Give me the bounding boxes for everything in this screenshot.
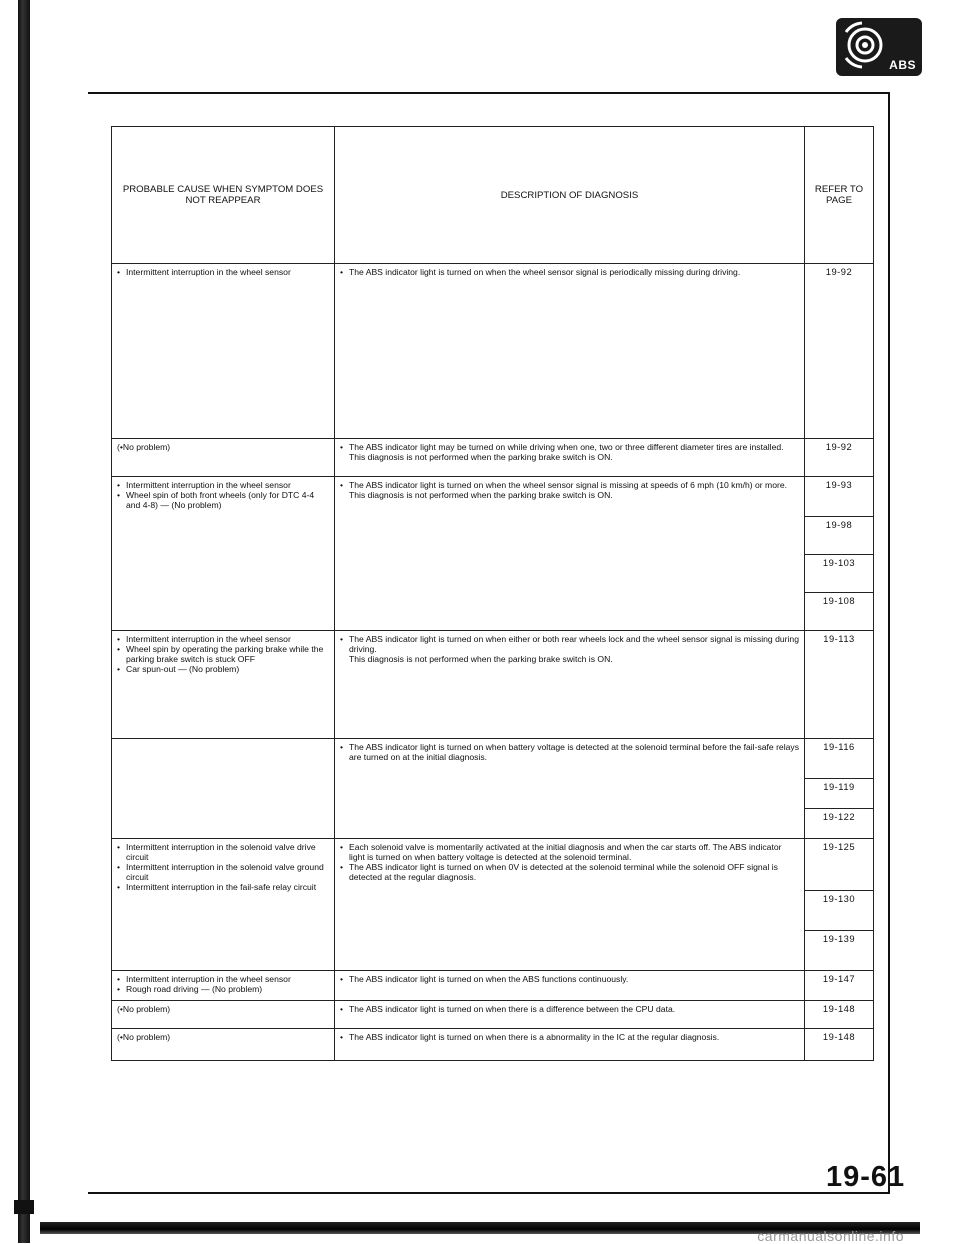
refer-page-cell: 19-130 <box>805 891 874 931</box>
description-item: • The ABS indicator light is turned on when there is a abnormality in the IC at the regular diagnosis. <box>340 1032 799 1042</box>
refer-page-cell: 19-147 <box>805 971 874 1001</box>
description-cell <box>335 739 805 839</box>
abs-badge-label: ABS <box>889 58 916 72</box>
watermark-text: carmanualsonline.info <box>757 1228 904 1244</box>
abs-section-badge <box>836 18 922 76</box>
description-list <box>340 442 799 452</box>
cause-cell <box>112 839 335 971</box>
table-row <box>112 477 874 517</box>
header-refer-page: REFER TO PAGE <box>805 127 874 264</box>
cause-cell <box>112 739 335 839</box>
cause-item: • Intermittent interruption in the solenoid valve drive circuit <box>117 842 329 862</box>
description-cell <box>335 631 805 739</box>
cause-item: • Wheel spin by operating the parking brake while the parking brake switch is stuck OFF <box>117 644 329 664</box>
header-description: DESCRIPTION OF DIAGNOSIS <box>335 127 805 264</box>
refer-page-cell: 19-122 <box>805 809 874 839</box>
cause-item: • Intermittent interruption in the wheel sensor <box>117 634 329 644</box>
description-list <box>340 1004 799 1014</box>
refer-page-cell: 19-113 <box>805 631 874 739</box>
cause-item: • Rough road driving — (No problem) <box>117 984 329 994</box>
cause-item: • Intermittent interruption in the wheel sensor <box>117 267 329 277</box>
cause-text: (•No problem) <box>117 1032 171 1042</box>
description-cell <box>335 1001 805 1029</box>
table-header-row <box>112 127 874 264</box>
refer-page-cell: 19-139 <box>805 931 874 971</box>
description-list <box>340 842 799 882</box>
cause-cell <box>112 264 335 439</box>
table-row <box>112 839 874 891</box>
table-row <box>112 439 874 477</box>
diagnosis-note: This diagnosis is not performed when the parking brake switch is ON. <box>349 490 613 500</box>
table-row <box>112 1001 874 1029</box>
refer-page-cell: 19-148 <box>805 1029 874 1061</box>
refer-page-cell: 19-116 <box>805 739 874 779</box>
description-item: • The ABS indicator light is turned on when 0V is detected at the solenoid terminal while the solenoid OFF signal is detected at the regular diagnosis. <box>340 862 799 882</box>
refer-page-cell: 19-108 <box>805 593 874 631</box>
refer-page-cell: 19-93 <box>805 477 874 517</box>
description-list <box>340 974 799 984</box>
cause-cell <box>112 1029 335 1061</box>
cause-list <box>117 842 329 892</box>
refer-page-cell: 19-103 <box>805 555 874 593</box>
cause-cell <box>112 439 335 477</box>
page-number: 19-61 <box>826 1161 906 1193</box>
cause-text: (•No problem) <box>117 442 171 452</box>
refer-page-cell: 19-119 <box>805 779 874 809</box>
description-item: • The ABS indicator light is turned on when the ABS functions continuously. <box>340 974 799 984</box>
description-item: • The ABS indicator light is turned on when the wheel sensor signal is periodically missing during driving. <box>340 267 799 277</box>
table-row <box>112 264 874 439</box>
description-cell <box>335 477 805 631</box>
refer-page-cell: 19-125 <box>805 839 874 891</box>
description-list <box>340 480 799 490</box>
description-cell <box>335 1029 805 1061</box>
refer-page-cell: 19-92 <box>805 439 874 477</box>
description-cell <box>335 439 805 477</box>
binding-notch <box>14 1200 34 1214</box>
description-list <box>340 634 799 654</box>
cause-item: • Wheel spin of both front wheels (only for DTC 4-4 and 4-8) — (No problem) <box>117 490 329 510</box>
page-binding-edge <box>18 0 30 1243</box>
description-item: • The ABS indicator light is turned on when there is a difference between the CPU data. <box>340 1004 799 1014</box>
refer-page-cell: 19-98 <box>805 517 874 555</box>
cause-cell <box>112 631 335 739</box>
cause-list <box>117 480 329 510</box>
cause-list <box>117 634 329 674</box>
table-row <box>112 971 874 1001</box>
cause-list <box>117 974 329 994</box>
cause-item: • Car spun-out — (No problem) <box>117 664 329 674</box>
description-item: • The ABS indicator light may be turned on while driving when one, two or three different diameter tires are installed. <box>340 442 799 452</box>
refer-page-cell: 19-148 <box>805 1001 874 1029</box>
diagnosis-table <box>111 126 874 1061</box>
description-list <box>340 742 799 762</box>
table-row <box>112 1029 874 1061</box>
description-item: • The ABS indicator light is turned on when battery voltage is detected at the solenoid terminal before the fail-safe relays are turned on at the initial diagnosis. <box>340 742 799 762</box>
cause-cell <box>112 1001 335 1029</box>
cause-item: • Intermittent interruption in the fail-safe relay circuit <box>117 882 329 892</box>
diagnosis-note: This diagnosis is not performed when the parking brake switch is ON. <box>349 654 613 664</box>
diagnosis-note: This diagnosis is not performed when the parking brake switch is ON. <box>349 452 613 462</box>
description-item: • Each solenoid valve is momentarily activated at the initial diagnosis and when the car starts off. The ABS indicator light is turned on when battery voltage is detected at the solenoid terminal. <box>340 842 799 862</box>
cause-item: • Intermittent interruption in the wheel sensor <box>117 480 329 490</box>
description-cell <box>335 971 805 1001</box>
cause-text: (•No problem) <box>117 1004 171 1014</box>
description-item: • The ABS indicator light is turned on when the wheel sensor signal is missing at speeds of 6 mph (10 km/h) or more. <box>340 480 799 490</box>
description-item: • The ABS indicator light is turned on when either or both rear wheels lock and the wheel sensor signal is missing during driving. <box>340 634 799 654</box>
cause-list <box>117 267 329 277</box>
table-row <box>112 739 874 779</box>
cause-item: • Intermittent interruption in the solenoid valve ground circuit <box>117 862 329 882</box>
refer-page-cell: 19-92 <box>805 264 874 439</box>
table-row <box>112 631 874 739</box>
cause-cell <box>112 477 335 631</box>
cause-item: • Intermittent interruption in the wheel sensor <box>117 974 329 984</box>
cause-cell <box>112 971 335 1001</box>
description-list <box>340 267 799 277</box>
description-cell <box>335 264 805 439</box>
header-probable-cause: PROBABLE CAUSE WHEN SYMPTOM DOES NOT REAPPEAR <box>112 127 335 264</box>
description-cell <box>335 839 805 971</box>
description-list <box>340 1032 799 1042</box>
abs-wheel-icon <box>840 20 890 70</box>
